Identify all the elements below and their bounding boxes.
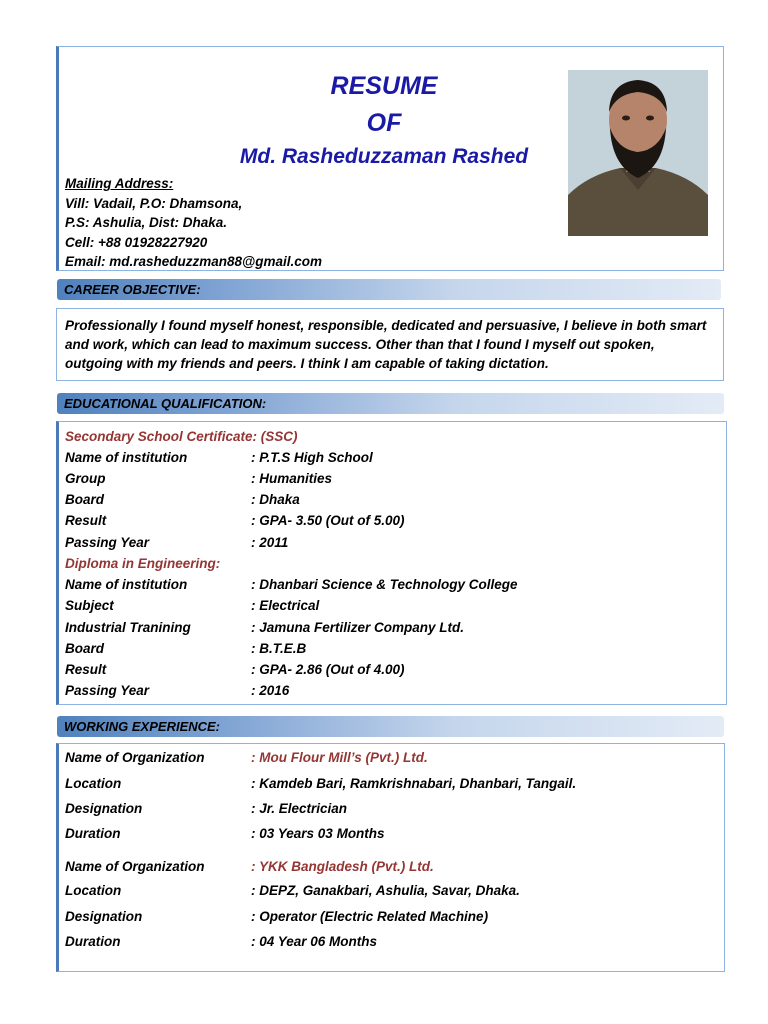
experience-heading: WORKING EXPERIENCE: xyxy=(57,716,724,737)
resume-title-of: OF xyxy=(366,109,402,137)
field-value: : P.T.S High School xyxy=(251,450,373,465)
field-value: : GPA- 2.86 (Out of 4.00) xyxy=(251,662,405,677)
email-address: Email: md.rasheduzzman88@gmail.com xyxy=(65,254,322,269)
field-value: : 2011 xyxy=(251,535,289,550)
field-value: : B.T.E.B xyxy=(251,641,307,656)
field-value: : Electrical xyxy=(251,598,320,613)
field-value: : Humanities xyxy=(251,471,333,486)
field-value: : Mou Flour Mill’s (Pvt.) Ltd. xyxy=(251,750,428,765)
edu-row xyxy=(65,618,715,638)
edu-row xyxy=(65,533,715,553)
education-heading: EDUCATIONAL QUALIFICATION: xyxy=(57,393,724,414)
address-line-2: P.S: Ashulia, Dist: Dhaka. xyxy=(65,215,228,230)
diploma-title: Diploma in Engineering: xyxy=(65,556,221,571)
field-value: : 03 Years 03 Months xyxy=(251,826,385,841)
field-label: Passing Year xyxy=(65,683,150,698)
field-label: Name of Organization xyxy=(65,750,205,765)
field-label: Designation xyxy=(65,909,143,924)
field-label: Duration xyxy=(65,826,121,841)
field-label: Name of Organization xyxy=(65,859,205,874)
field-label: Name of institution xyxy=(65,577,188,592)
field-label: Duration xyxy=(65,934,121,949)
edu-row xyxy=(65,490,715,510)
edu-row xyxy=(65,681,715,701)
field-value: : DEPZ, Ganakbari, Ashulia, Savar, Dhaka. xyxy=(251,883,520,898)
field-value: : Dhaka xyxy=(251,492,300,507)
field-label: Board xyxy=(65,641,105,656)
job-org-row xyxy=(65,748,715,768)
job-designation-row xyxy=(65,799,715,819)
resume-title: RESUME xyxy=(330,72,438,100)
field-label: Passing Year xyxy=(65,535,150,550)
job-duration-row xyxy=(65,824,715,844)
edu-row xyxy=(65,639,715,659)
job-location-row xyxy=(65,774,715,794)
mailing-address-label: Mailing Address: xyxy=(65,176,174,191)
edu-row xyxy=(65,596,715,616)
profile-photo xyxy=(568,70,708,236)
field-label: Result xyxy=(65,513,107,528)
ssc-title: Secondary School Certificate: (SSC) xyxy=(65,429,298,444)
field-label: Board xyxy=(65,492,105,507)
edu-row xyxy=(65,575,715,595)
job-org-row xyxy=(65,857,715,877)
field-value: : Kamdeb Bari, Ramkrishnabari, Dhanbari, Tangail. xyxy=(251,776,577,791)
cell-number: Cell: +88 01928227920 xyxy=(65,234,208,250)
field-value: : 2016 xyxy=(251,683,290,698)
field-value: : Jamuna Fertilizer Company Ltd. xyxy=(251,620,465,635)
field-value: : GPA- 3.50 (Out of 5.00) xyxy=(251,513,405,528)
mailing-address xyxy=(65,174,322,272)
field-label: Subject xyxy=(65,598,114,613)
career-objective-heading: CAREER OBJECTIVE: xyxy=(57,279,721,300)
field-label: Location xyxy=(65,776,122,791)
field-label: Name of institution xyxy=(65,450,188,465)
field-label: Industrial Tranining xyxy=(65,620,191,635)
field-value: : 04 Year 06 Months xyxy=(251,934,378,949)
field-value: : Dhanbari Science & Technology College xyxy=(251,577,518,592)
job-location-row xyxy=(65,881,715,901)
edu-row xyxy=(65,511,715,531)
field-value: : YKK Bangladesh (Pvt.) Ltd. xyxy=(251,859,434,874)
field-value: : Jr. Electrician xyxy=(251,801,348,816)
candidate-name: Md. Rasheduzzaman Rashed xyxy=(239,145,529,168)
edu-row xyxy=(65,660,715,680)
field-label: Group xyxy=(65,471,106,486)
career-objective-text: Professionally I found myself honest, responsible, dedicated and persuasive, I believe in both smart and work, which can lead to maximum success. Other than that I found I myself out spoken, outgoing with my friends and peers. I think I am capable of taking dictation. xyxy=(65,318,707,371)
field-value: : Operator (Electric Related Machine) xyxy=(251,909,489,924)
edu-row xyxy=(65,469,715,489)
edu-row xyxy=(65,448,715,468)
address-line-1: Vill: Vadail, P.O: Dhamsona, xyxy=(65,195,243,211)
job-designation-row xyxy=(65,907,715,927)
job-duration-row xyxy=(65,932,715,952)
field-label: Result xyxy=(65,662,107,677)
field-label: Location xyxy=(65,883,122,898)
person-photo-icon xyxy=(568,70,708,236)
field-label: Designation xyxy=(65,801,143,816)
